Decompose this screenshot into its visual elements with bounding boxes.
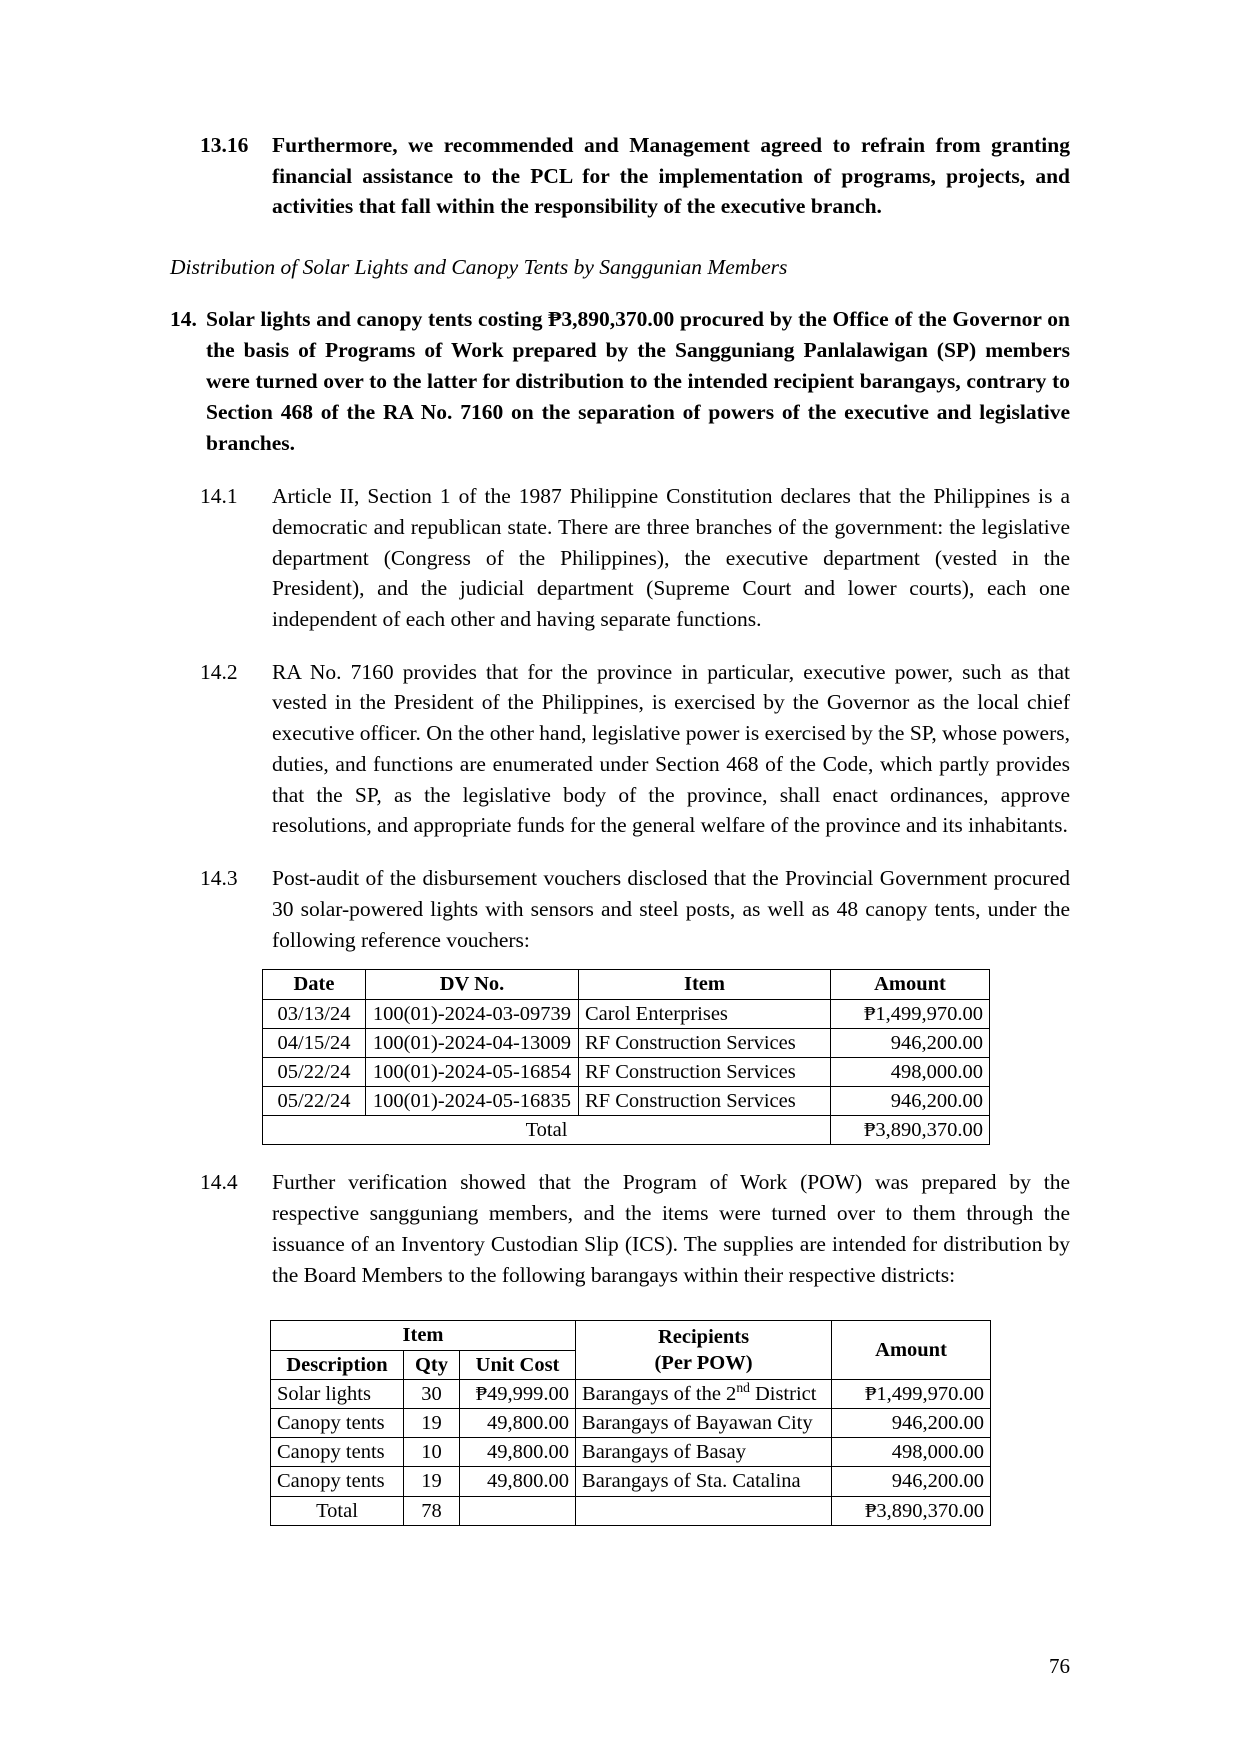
cell-total-qty: 78 [404, 1496, 460, 1525]
cell-item: Carol Enterprises [579, 999, 831, 1028]
spacer [170, 282, 1070, 304]
page-number: 76 [1049, 1654, 1070, 1678]
cell-recipients: Barangays of Basay [576, 1438, 832, 1467]
paragraph-14-4 [170, 1167, 1070, 1290]
column-header-qty: Qty [404, 1350, 460, 1379]
recipients-table [270, 1320, 991, 1525]
cell-total-recipients [576, 1496, 832, 1525]
cell-description: Canopy tents [271, 1438, 404, 1467]
cell-recipients-post: District [749, 1382, 817, 1405]
column-header-item: Item [579, 970, 831, 999]
spacer [170, 955, 1070, 969]
paragraph-14-4-text: Further verification showed that the Program of Work (POW) was prepared by the respective sangguniang members, and the items were turned over to them through the issuance of an Inventory Custodian Slip (ICS). The supplies are intended for distribution by the Board Members to the following barangays within their respective districts: [272, 1170, 1070, 1287]
section-subheading: Distribution of Solar Lights and Canopy Tents by Sanggunian Members [170, 255, 788, 280]
paragraph-14-2-text: RA No. 7160 provides that for the province in particular, executive power, such as that vested in the President of the Philippines, is exercised by the Governor as the local chief executive officer. On the other hand, legislative power is exercised by the SP, whose powers, duties, and functions are enumerated under Section 468 of the Code, which partly provides that the SP, as the legislative body of the province, shall enact ordinances, approve resolutions, and appropriate funds for the general welfare of the province and its inhabitants. [272, 659, 1070, 838]
column-header-description: Description [271, 1350, 404, 1379]
cell-amount: 946,200.00 [832, 1467, 991, 1496]
column-header-unit-cost: Unit Cost [460, 1350, 576, 1379]
column-header-date: Date [263, 970, 366, 999]
paragraph-14-3-number: 14.3 [200, 866, 238, 891]
cell-unit-cost: 49,800.00 [460, 1408, 576, 1437]
paragraph-14-1 [170, 481, 1070, 635]
cell-amount: 498,000.00 [832, 1438, 991, 1467]
group-header-recipients-line1: Recipients [657, 1325, 750, 1348]
spacer [170, 1290, 1070, 1320]
cell-total-unit-cost [460, 1496, 576, 1525]
spacer [170, 635, 1070, 657]
cell-date: 05/22/24 [263, 1087, 366, 1116]
cell-item: RF Construction Services [579, 1057, 831, 1086]
cell-item: RF Construction Services [579, 1087, 831, 1116]
finding-14-number: 14. [170, 307, 197, 332]
spacer [170, 222, 1070, 252]
table-row [263, 1057, 990, 1086]
cell-recipients: Barangays of Sta. Catalina [576, 1467, 832, 1496]
recipients-table-wrapper [270, 1320, 1070, 1525]
finding-14-text: Solar lights and canopy tents costing ₱3,890,370.00 procured by the Office of the Governor on the basis of Programs of Work prepared by the Sangguniang Panlalawigan (SP) members were turned over to the latter for distribution to the intended recipient barangays, contrary to Section 468 of the RA No. 7160 on the separation of powers of the executive and legislative branches. [206, 307, 1070, 456]
table-row [271, 1379, 991, 1408]
paragraph-14-1-text: Article II, Section 1 of the 1987 Philippine Constitution declares that the Philippines is a democratic and republican state. There are three branches of the government: the legislative department (Congress of the Philippines), the executive department (vested in the President), and the judicial department (Supreme Court and lower courts), each one independent of each other and having separate functions. [272, 484, 1070, 631]
paragraph-13-16-number: 13.16 [200, 133, 249, 157]
paragraph-14-2-number: 14.2 [200, 659, 238, 684]
group-header-amount: Amount [832, 1321, 991, 1379]
cell-date: 05/22/24 [263, 1057, 366, 1086]
paragraph-14-4-number: 14.4 [200, 1170, 238, 1195]
cell-recipients: Barangays of Bayawan City [576, 1408, 832, 1437]
column-header-dv-no: DV No. [366, 970, 579, 999]
cell-qty: 30 [404, 1379, 460, 1408]
voucher-table [262, 969, 990, 1145]
paragraph-14-1-number: 14.1 [200, 484, 238, 509]
paragraph-13-16-text: Furthermore, we recommended and Management agreed to refrain from granting financial assistance to the PCL for the implementation of programs, projects, and activities that fall within the responsibility of the executive branch. [272, 133, 1070, 219]
group-header-recipients-line2: (Per POW) [654, 1352, 753, 1375]
cell-amount: 946,200.00 [831, 1087, 990, 1116]
cell-amount: ₱1,499,970.00 [832, 1379, 991, 1408]
cell-amount: ₱1,499,970.00 [831, 999, 990, 1028]
table-row [263, 1087, 990, 1116]
cell-dv-no: 100(01)-2024-04-13009 [366, 1028, 579, 1057]
cell-unit-cost: ₱49,999.00 [460, 1379, 576, 1408]
table-total-row [263, 1116, 990, 1145]
cell-amount: 946,200.00 [832, 1408, 991, 1437]
cell-qty: 19 [404, 1467, 460, 1496]
cell-total-amount: ₱3,890,370.00 [832, 1496, 991, 1525]
cell-qty: 19 [404, 1408, 460, 1437]
paragraph-14-2 [170, 657, 1070, 841]
cell-amount: 498,000.00 [831, 1057, 990, 1086]
cell-date: 03/13/24 [263, 999, 366, 1028]
cell-recipients-pre: Barangays of the 2 [582, 1382, 737, 1405]
group-header-recipients-line2-cell [576, 1350, 832, 1379]
cell-description: Canopy tents [271, 1408, 404, 1437]
cell-item: RF Construction Services [579, 1028, 831, 1057]
paragraph-14-3 [170, 863, 1070, 955]
cell-qty: 10 [404, 1438, 460, 1467]
cell-dv-no: 100(01)-2024-03-09739 [366, 999, 579, 1028]
cell-unit-cost: 49,800.00 [460, 1438, 576, 1467]
finding-14 [170, 304, 1070, 459]
table-row [271, 1438, 991, 1467]
spacer [170, 841, 1070, 863]
cell-dv-no: 100(01)-2024-05-16854 [366, 1057, 579, 1086]
cell-recipients-ordinal: nd [736, 1379, 750, 1395]
table-header-row [263, 970, 990, 999]
cell-total-amount: ₱3,890,370.00 [831, 1116, 990, 1145]
cell-description: Canopy tents [271, 1467, 404, 1496]
voucher-table-wrapper [262, 969, 1070, 1145]
table-row [263, 1028, 990, 1057]
spacer [170, 1145, 1070, 1167]
cell-recipients [576, 1379, 832, 1408]
spacer [170, 459, 1070, 481]
table-row [271, 1408, 991, 1437]
table-group-header-row [271, 1321, 991, 1350]
group-header-item: Item [271, 1321, 576, 1350]
cell-unit-cost: 49,800.00 [460, 1467, 576, 1496]
cell-total-label: Total [271, 1496, 404, 1525]
paragraph-13-16 [170, 130, 1070, 222]
table-row [271, 1467, 991, 1496]
column-header-amount: Amount [831, 970, 990, 999]
table-row [263, 999, 990, 1028]
cell-total-label: Total [263, 1116, 831, 1145]
paragraph-14-3-text: Post-audit of the disbursement vouchers disclosed that the Provincial Government procured 30 solar-powered lights with sensors and steel posts, as well as 48 canopy tents, under the following reference vouchers: [272, 866, 1070, 952]
cell-dv-no: 100(01)-2024-05-16835 [366, 1087, 579, 1116]
cell-amount: 946,200.00 [831, 1028, 990, 1057]
cell-date: 04/15/24 [263, 1028, 366, 1057]
cell-description: Solar lights [271, 1379, 404, 1408]
group-header-recipients [576, 1321, 832, 1350]
table-total-row [271, 1496, 991, 1525]
